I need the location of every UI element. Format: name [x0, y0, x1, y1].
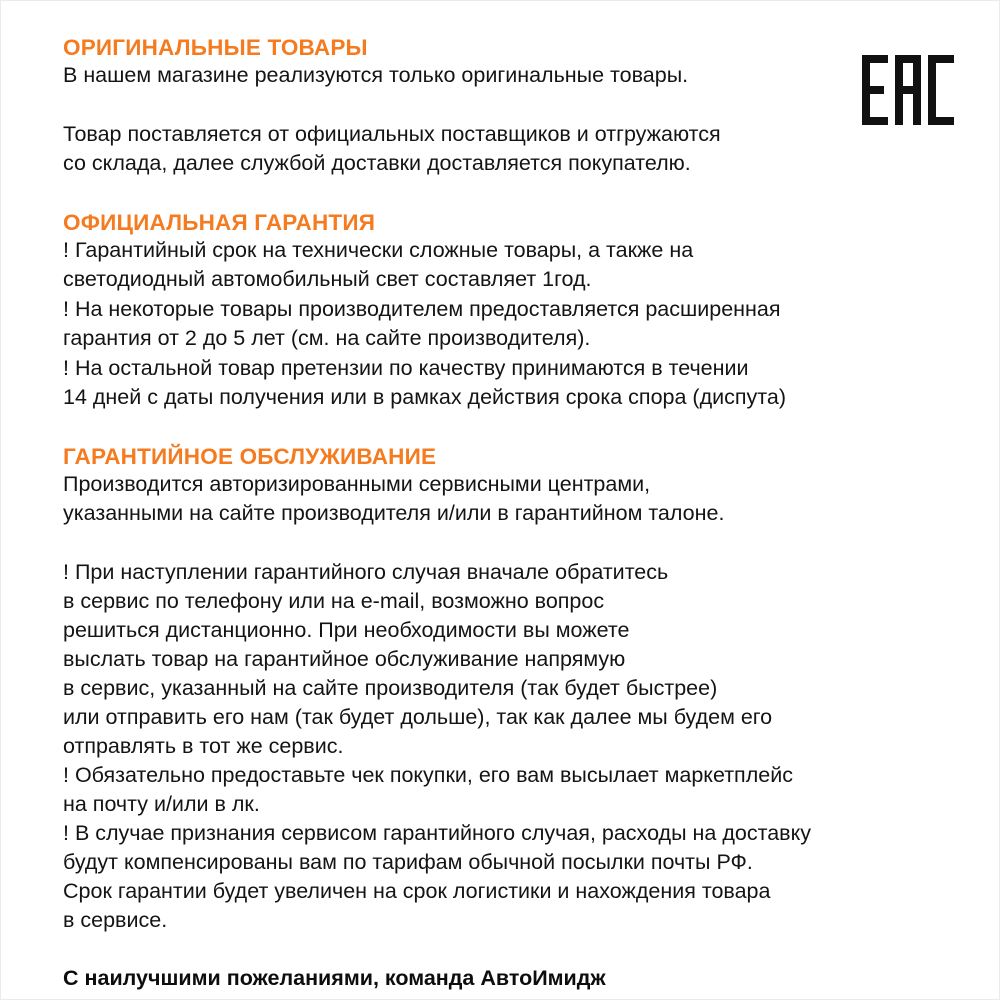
text-line: ! На некоторые товары производителем предоставляется расширенная [63, 296, 781, 321]
text-line: ! Обязательно предоставьте чек покупки, его вам высылает маркетплейс [63, 762, 793, 787]
text-line: ! При наступлении гарантийного случая вначале обратитесь [63, 559, 669, 584]
signature-line: С наилучшими пожеланиями, команда АвтоИмидж [63, 965, 606, 990]
spacer [63, 413, 959, 443]
paragraph-warranty-service-1 [63, 470, 959, 529]
text-line: светодиодный автомобильный свет составляет 1год. [63, 267, 592, 291]
text-line: выслать товар на гарантийное обслуживание напрямую [63, 646, 626, 671]
spacer [63, 935, 959, 964]
text-line: ! На остальной товар претензии по качеству принимаются в течении [63, 355, 749, 380]
section-heading-official-warranty: ОФИЦИАЛЬНАЯ ГАРАНТИЯ [63, 209, 376, 235]
document-content [63, 34, 959, 992]
paragraph-warranty-service-2 [63, 558, 959, 935]
text-line: в сервис, указанный на сайте производителя (так будет быстрее) [63, 675, 718, 700]
text-line: на почту и/или в лк. [63, 791, 260, 816]
paragraph-official-warranty-1 [63, 236, 959, 413]
text-line: Товар поставляется от официальных поставщиков и отгружаются [63, 121, 721, 146]
paragraph-original-goods-1 [63, 61, 959, 91]
paragraph-original-goods-2 [63, 120, 959, 179]
section-heading-warranty-service: ГАРАНТИЙНОЕ ОБСЛУЖИВАНИЕ [63, 443, 437, 469]
text-line: в сервисе. [63, 907, 168, 932]
text-line: или отправить его нам (так будет дольше), так как далее мы будем его [63, 704, 773, 729]
spacer [63, 529, 959, 558]
text-line: 14 дней с даты получения или в рамках действия срока спора (диспута) [63, 385, 786, 409]
text-line: решиться дистанционно. При необходимости вы можете [63, 617, 630, 642]
text-line: ! В случае признания сервисом гарантийного случая, расходы на доставку [63, 820, 811, 845]
text-line: отправлять в тот же сервис. [63, 733, 344, 758]
spacer [63, 179, 959, 209]
text-line: Срок гарантии будет увеличен на срок логистики и нахождения товара [63, 878, 771, 903]
text-line: будут компенсированы вам по тарифам обычной посылки почты РФ. [63, 849, 753, 874]
text-line: в сервис по телефону или на e-mail, возможно вопрос [63, 588, 605, 613]
section-heading-original-goods: ОРИГИНАЛЬНЫЕ ТОВАРЫ [63, 35, 368, 60]
text-line: Производится авторизированными сервисными центрами, [63, 471, 651, 496]
text-line: В нашем магазине реализуются только оригинальные товары. [63, 63, 689, 87]
text-line: указанными на сайте производителя и/или в гарантийном талоне. [63, 501, 725, 525]
text-line: со склада, далее службой доставки доставляется покупателю. [63, 151, 691, 175]
spacer [63, 91, 959, 120]
text-line: гарантия от 2 до 5 лет (см. на сайте производителя). [63, 326, 591, 350]
text-line: ! Гарантийный срок на технически сложные товары, а также на [63, 237, 694, 262]
